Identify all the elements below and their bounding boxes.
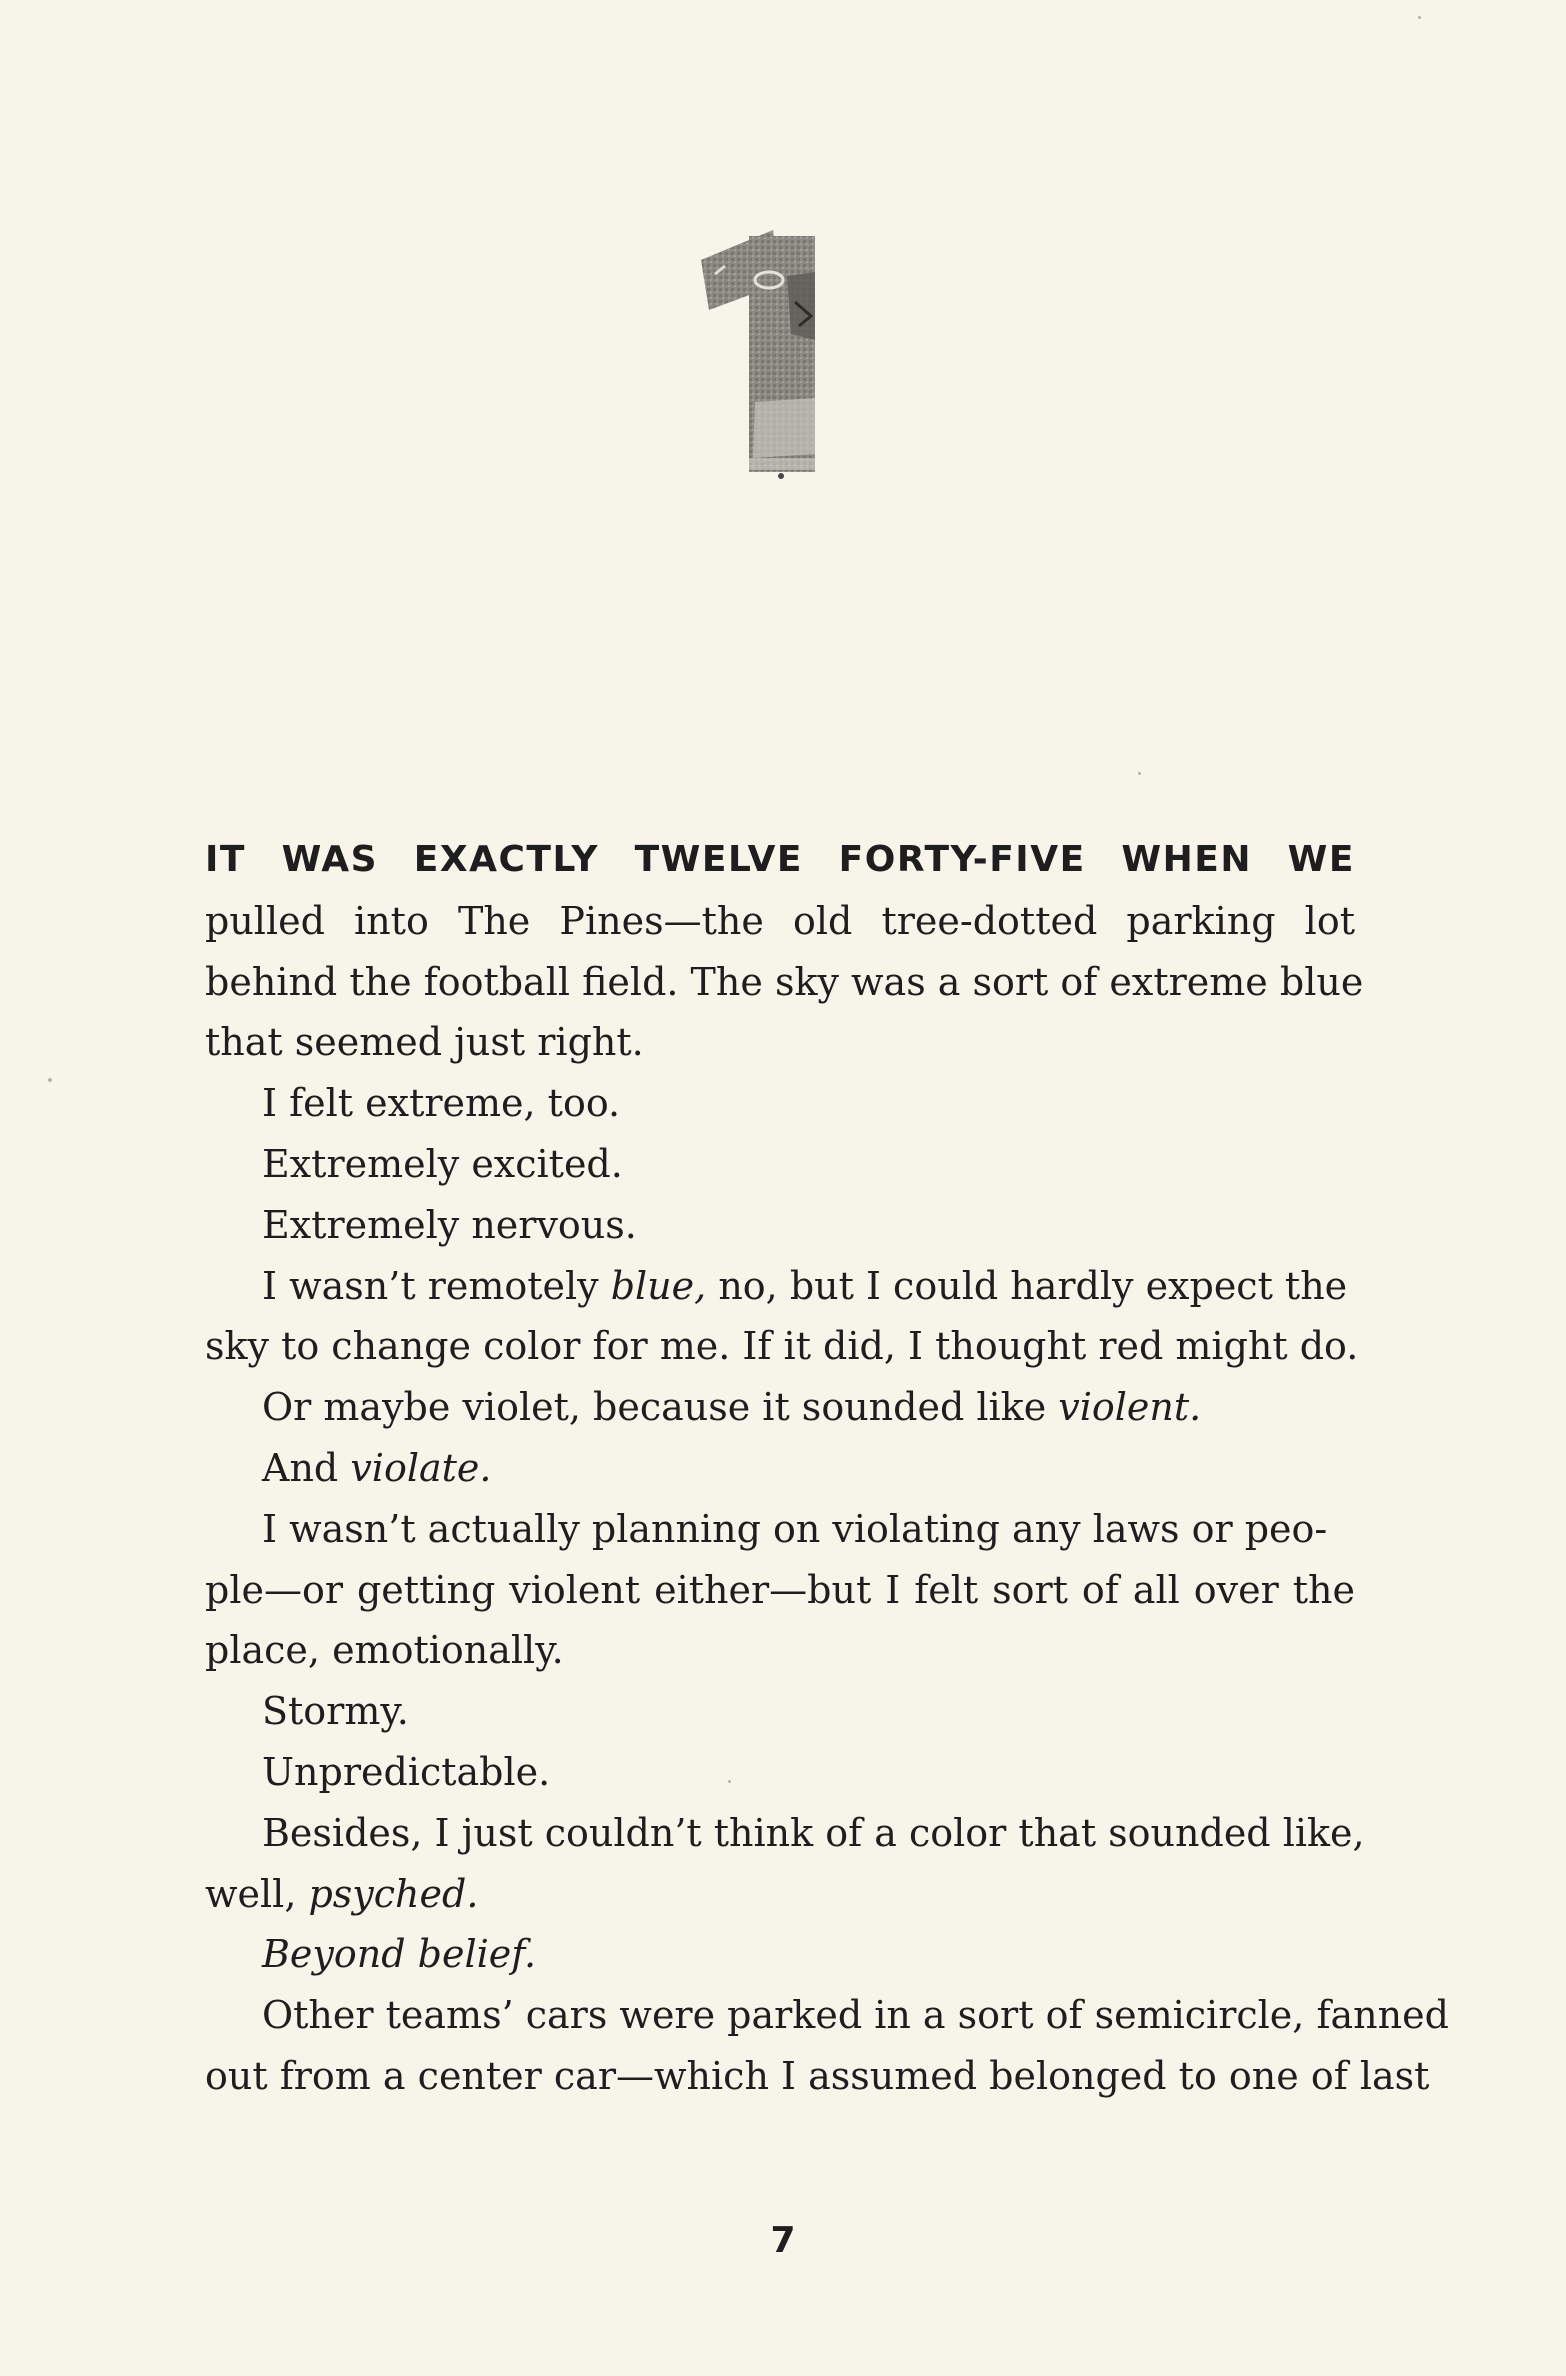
text-span: no, but I could hardly expect the: [706, 1263, 1348, 1308]
chapter-number: [695, 222, 835, 482]
text-line: pulled into The Pines—the old tree-dotted parking lot: [205, 898, 1355, 943]
paragraph: [205, 1377, 1355, 1438]
text-span: And: [262, 1445, 351, 1490]
paragraph: Beyond belief.: [262, 1932, 537, 1977]
italic-word: blue,: [610, 1263, 707, 1308]
text-line: place, emotionally.: [205, 1628, 564, 1673]
paragraph: Extremely nervous.: [262, 1202, 637, 1247]
paragraph: Unpredictable.: [262, 1749, 551, 1794]
collage-numeral-one-icon: [695, 222, 835, 482]
paper-speck: [728, 1780, 731, 1783]
text-line: I wasn’t actually planning on violating any laws or peo-: [262, 1506, 1328, 1551]
text-span: I wasn’t remotely: [262, 1263, 611, 1308]
italic-word: violent.: [1058, 1385, 1202, 1430]
paper-speck: [1418, 16, 1421, 19]
text-line: out from a center car—which I assumed belonged to one of last: [205, 2053, 1430, 2098]
chapter-body: [205, 830, 1449, 2107]
paper-speck: [1138, 772, 1141, 775]
paragraph: Extremely excited.: [262, 1141, 623, 1186]
italic-word: violate.: [350, 1445, 492, 1490]
text-span: Or maybe violet, because it sounded like: [262, 1385, 1059, 1430]
text-line: that seemed just right.: [205, 1020, 644, 1065]
paragraph: [205, 1438, 1355, 1499]
chapter-opening-caps: IT WAS EXACTLY TWELVE FORTY-FIVE WHEN WE: [205, 839, 1355, 880]
text-line: behind the football field. The sky was a sort of extreme blue: [205, 959, 1364, 1004]
text-line: [205, 1864, 1355, 1925]
text-line: Other teams’ cars were parked in a sort of semicircle, fanned: [262, 1993, 1449, 2038]
paper-speck: [48, 1078, 52, 1082]
text-line: [205, 1256, 1355, 1317]
paragraph: Stormy.: [262, 1689, 409, 1734]
text-line: sky to change color for me. If it did, I thought red might do.: [205, 1324, 1359, 1369]
text-line: Besides, I just couldn’t think of a color that sounded like,: [262, 1810, 1365, 1855]
page-number: 7: [770, 2220, 796, 2261]
paragraph: I felt extreme, too.: [262, 1081, 621, 1126]
text-line: ple—or getting violent either—but I felt sort of all over the: [205, 1567, 1355, 1612]
italic-word: psyched.: [308, 1871, 479, 1916]
text-span: well,: [205, 1871, 309, 1916]
